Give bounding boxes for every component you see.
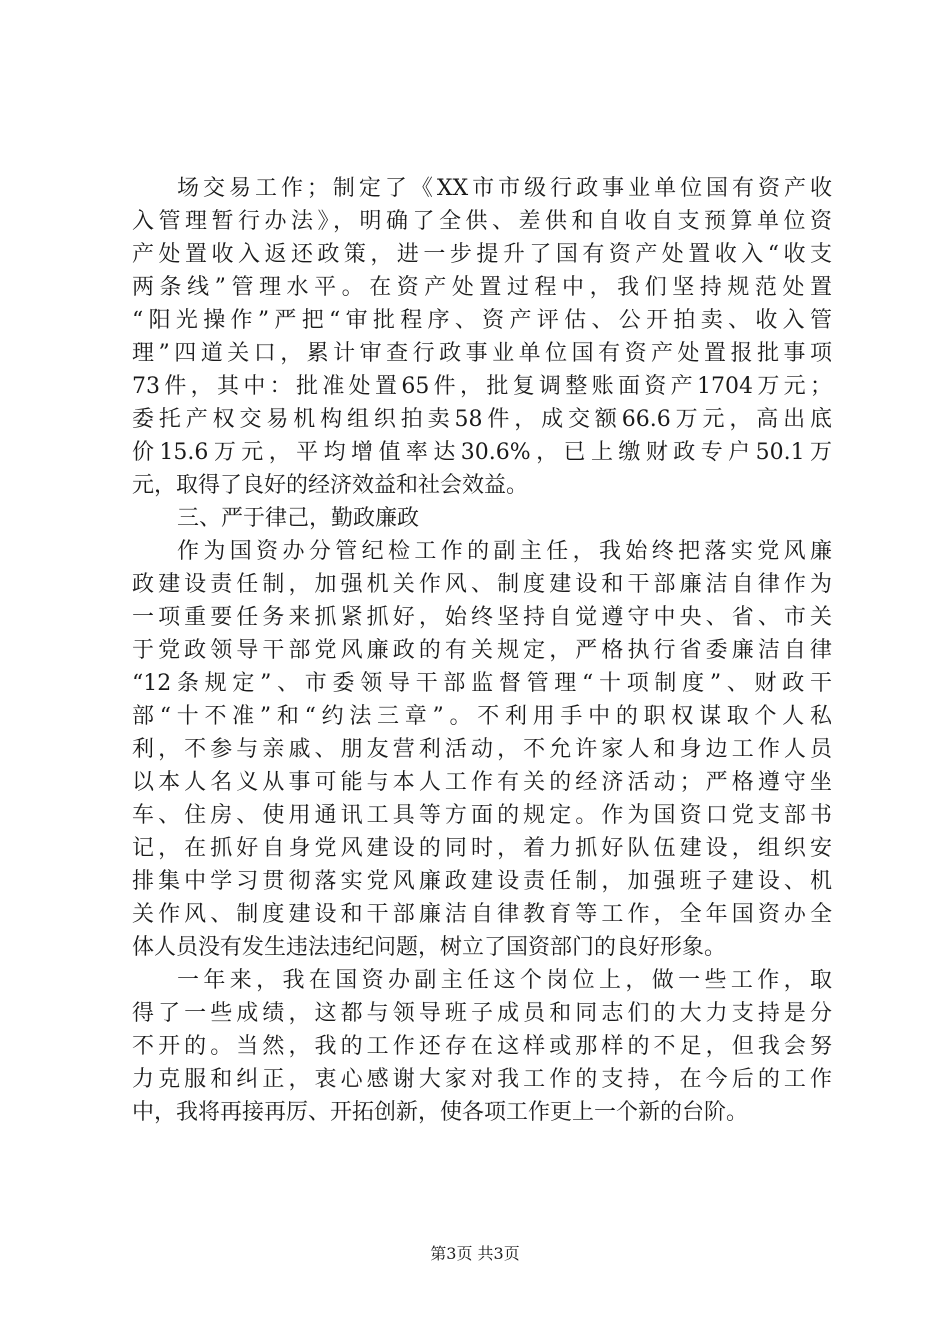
- text-line: 中，我将再接再厉、开拓创新，使各项工作更上一个新的台阶。: [132, 1100, 749, 1125]
- text-line: 两条线”管理水平。在资产处置过程中，我们坚持规范处置: [132, 275, 832, 300]
- section-heading: 三、严于律己，勤政廉政: [177, 506, 420, 531]
- text-line: 得了一些成绩，这都与领导班子成员和同志们的大力支持是分: [132, 1001, 832, 1026]
- text-line: 理”四道关口，累计审查行政事业单位国有资产处置报批事项: [132, 341, 832, 366]
- text-line: 部“十不准”和“约法三章”。不利用手中的职权谋取个人私: [132, 704, 832, 729]
- text-line: 入管理暂行办法》，明确了全供、差供和自收自支预算单位资: [132, 209, 832, 234]
- document-body: [132, 172, 832, 1129]
- text-line: 一项重要任务来抓紧抓好，始终坚持自觉遵守中央、省、市关: [132, 605, 832, 630]
- text-line: 产处置收入返还政策，进一步提升了国有资产处置收入“收支: [132, 242, 832, 267]
- text-line: 排集中学习贯彻落实党风廉政建设责任制，加强班子建设、机: [132, 869, 832, 894]
- text-line: 不开的。当然，我的工作还存在这样或那样的不足，但我会努: [132, 1034, 832, 1059]
- text-line: “阳光操作”严把“审批程序、资产评估、公开拍卖、收入管: [132, 308, 832, 333]
- text-line: 委托产权交易机构组织拍卖58件，成交额66.6万元，高出底: [132, 407, 832, 432]
- text-line: 场交易工作；制定了《XX市市级行政事业单位国有资产收: [177, 176, 832, 201]
- text-line: 车、住房、使用通讯工具等方面的规定。作为国资口党支部书: [132, 803, 832, 828]
- text-line: 73件，其中：批准处置65件，批复调整账面资产1704万元；: [132, 374, 832, 399]
- text-line: 以本人名义从事可能与本人工作有关的经济活动；严格遵守坐: [132, 770, 832, 795]
- text-line: 关作风、制度建设和干部廉洁自律教育等工作，全年国资办全: [132, 902, 832, 927]
- text-line: 利，不参与亲戚、朋友营利活动，不允许家人和身边工作人员: [132, 737, 832, 762]
- text-line: 一年来，我在国资办副主任这个岗位上，做一些工作，取: [177, 968, 832, 993]
- text-line: 政建设责任制，加强机关作风、制度建设和干部廉洁自律作为: [132, 572, 832, 597]
- text-line: 于党政领导干部党风廉政的有关规定，严格执行省委廉洁自律: [132, 638, 832, 663]
- text-line: 元，取得了良好的经济效益和社会效益。: [132, 473, 529, 498]
- text-line: 力克服和纠正，衷心感谢大家对我工作的支持，在今后的工作: [132, 1067, 832, 1092]
- text-line: “12条规定”、市委领导干部监督管理“十项制度”、财政干: [132, 671, 832, 696]
- text-line: 记，在抓好自身党风建设的同时，着力抓好队伍建设，组织安: [132, 836, 832, 861]
- text-line: 体人员没有发生违法违纪问题，树立了国资部门的良好形象。: [132, 935, 727, 960]
- page-number-footer: 第3页 共3页: [430, 1244, 520, 1263]
- text-line: 价15.6万元，平均增值率达30.6%，已上缴财政专户50.1万: [132, 440, 832, 465]
- text-line: 作为国资办分管纪检工作的副主任，我始终把落实党风廉: [177, 539, 832, 564]
